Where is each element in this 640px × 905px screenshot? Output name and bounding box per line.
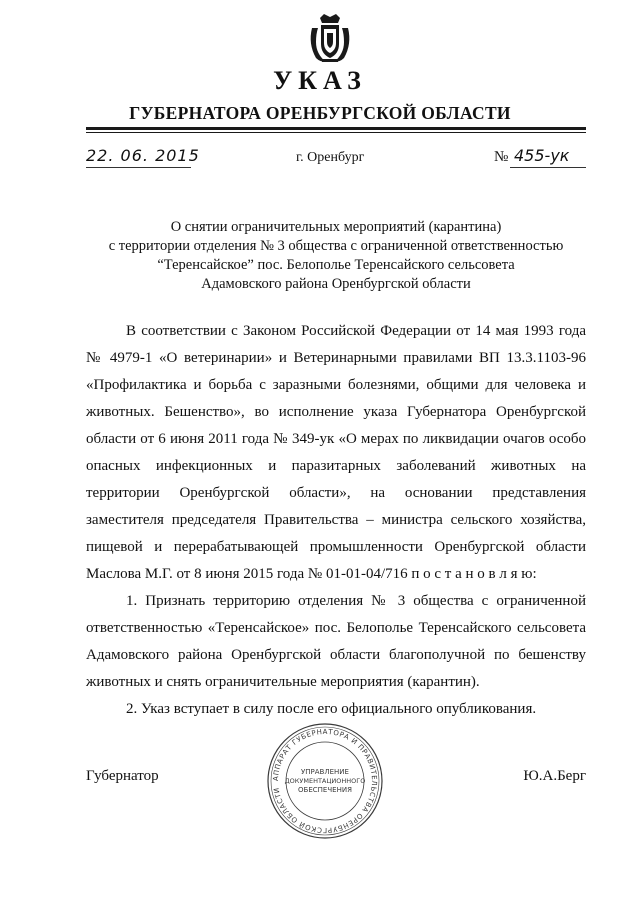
- signature-title: Губернатор: [86, 768, 159, 784]
- official-stamp: [266, 722, 384, 840]
- preamble-paragraph: В соответствии с Законом Российской Федерации от 14 мая 1993 года № 4979-1 «О ветеринарии» и Ветеринарными правилами ВП 13.3.1103-96 «Профилактика и борьба с заразными болезнями, общими для человека и животных. Бешенство», во исполнение указа Губернатора Оренбургской области от 6 июня 2011 года № 349-ук «О мерах по ликвидации очагов особо опасных инфекционных и паразитарных заболеваний животных на территории Оренбургской области», на основании представления заместителя председателя Правительства – министра сельского хозяйства, пищевой и перерабатывающей промышленности Оренбургской области Маслова М.Г. от 8 июня 2015 года № 01-01-04/716 п о с т а н о в л я ю:: [86, 323, 586, 582]
- heading-line: “Теренсайское” пос. Белополье Теренсайского сельсовета: [157, 257, 515, 273]
- stamp-center-line: УПРАВЛЕНИЕ: [301, 768, 349, 776]
- document-heading: [86, 218, 586, 294]
- header-divider: [86, 127, 586, 130]
- header-divider-thin: [86, 132, 586, 133]
- number-underline: [510, 167, 586, 168]
- document-date: 22. 06. 2015: [86, 146, 200, 165]
- document-title: УКАЗ: [273, 66, 367, 95]
- date-underline: [86, 167, 191, 168]
- document-city: г. Оренбург: [296, 150, 365, 165]
- document-subtitle: ГУБЕРНАТОРА ОРЕНБУРГСКОЙ ОБЛАСТИ: [129, 103, 511, 123]
- stamp-center-line: ОБЕСПЕЧЕНИЯ: [298, 786, 352, 794]
- item-1-paragraph: 1. Признать территорию отделения № 3 общества с ограниченной ответственностью «Теренсайское» пос. Белополье Теренсайского сельсовета Адамовского района Оренбургской области благополучной по бешенству животных и снять ограничительные мероприятия (карантин).: [86, 593, 586, 690]
- document-meta: [86, 146, 586, 172]
- heading-line: О снятии ограничительных мероприятий (карантина): [170, 219, 502, 235]
- signature-name: Ю.А.Берг: [523, 768, 586, 784]
- stamp-center-line: ДОКУМЕНТАЦИОННОГО: [284, 777, 366, 785]
- stamp-ring-text: АППАРАТ ГУБЕРНАТОРА И ПРАВИТЕЛЬСТВА ОРЕНБУРГСКОЙ ОБЛАСТИ: [271, 727, 379, 835]
- item-2-paragraph: 2. Указ вступает в силу после его официального опубликования.: [126, 701, 537, 717]
- document-number: 455-ук: [514, 146, 570, 165]
- document-body: [86, 318, 586, 723]
- heading-line: Адамовского района Оренбургской области: [201, 276, 471, 292]
- coat-of-arms-icon: [308, 14, 352, 64]
- number-label: №: [494, 149, 509, 165]
- heading-line: с территории отделения № 3 общества с ограниченной ответственностью: [108, 238, 564, 254]
